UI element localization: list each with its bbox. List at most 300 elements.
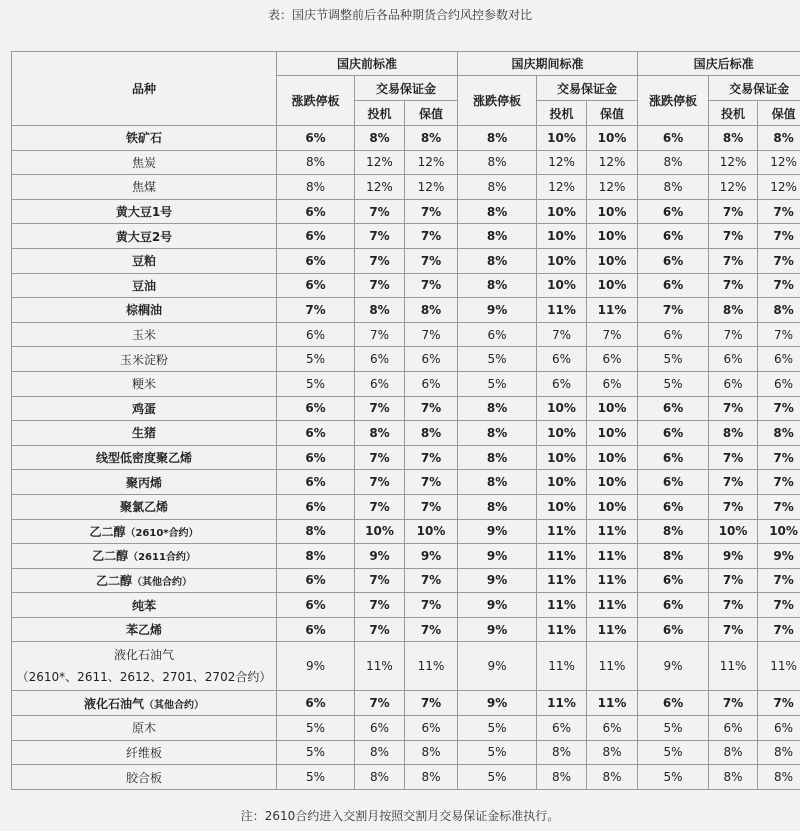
variety-cell xyxy=(12,593,277,618)
variety-name: 黄大豆2号 xyxy=(115,229,173,244)
spec-before-cell: 7% xyxy=(355,396,405,421)
variety-cell xyxy=(12,175,277,200)
hedge-after-cell: 7% xyxy=(758,224,800,249)
spec-after-cell: 7% xyxy=(709,470,758,495)
contract-note: （其他合约） xyxy=(144,699,204,711)
limit-before-cell: 5% xyxy=(277,371,355,396)
hedge-before-cell: 7% xyxy=(405,224,458,249)
variety-cell xyxy=(12,740,277,765)
hedge-before-cell: 8% xyxy=(405,740,458,765)
spec-after-cell: 7% xyxy=(709,617,758,642)
limit-after-cell: 6% xyxy=(638,421,709,446)
hedge-before-cell: 6% xyxy=(405,371,458,396)
hedge-during-cell: 10% xyxy=(587,494,638,519)
limit-during-cell: 8% xyxy=(458,396,537,421)
spec-before-cell: 8% xyxy=(355,421,405,446)
table-row xyxy=(12,568,800,593)
variety-cell xyxy=(12,322,277,347)
limit-before-cell: 6% xyxy=(277,273,355,298)
header-margin-during: 交易保证金 xyxy=(537,76,638,101)
limit-before-cell: 6% xyxy=(277,568,355,593)
spec-before-cell: 7% xyxy=(355,273,405,298)
limit-during-cell: 5% xyxy=(458,740,537,765)
spec-during-cell: 11% xyxy=(537,519,587,544)
spec-after-cell: 7% xyxy=(709,593,758,618)
table-row xyxy=(12,371,800,396)
hedge-during-cell: 8% xyxy=(587,765,638,790)
header-group-before: 国庆前标准 xyxy=(277,52,458,76)
variety-cell xyxy=(12,765,277,790)
spec-after-cell: 6% xyxy=(709,716,758,741)
table-row xyxy=(12,175,800,200)
limit-before-cell: 9% xyxy=(277,642,355,691)
header-variety: 品种 xyxy=(12,52,277,126)
spec-after-cell: 8% xyxy=(709,421,758,446)
limit-during-cell: 8% xyxy=(458,445,537,470)
hedge-during-cell: 6% xyxy=(587,347,638,372)
limit-during-cell: 6% xyxy=(458,322,537,347)
table-row xyxy=(12,740,800,765)
variety-cell xyxy=(12,494,277,519)
hedge-after-cell: 7% xyxy=(758,273,800,298)
table-row xyxy=(12,519,800,544)
spec-during-cell: 11% xyxy=(537,691,587,716)
variety-name: 生猪 xyxy=(131,426,156,441)
hedge-after-cell: 11% xyxy=(758,642,800,691)
variety-name: 液化石油气 xyxy=(83,696,144,711)
table-row xyxy=(12,322,800,347)
spec-after-cell: 7% xyxy=(709,568,758,593)
variety-cell xyxy=(12,519,277,544)
spec-before-cell: 7% xyxy=(355,617,405,642)
limit-before-cell: 6% xyxy=(277,421,355,446)
hedge-during-cell: 11% xyxy=(587,593,638,618)
spec-before-cell: 9% xyxy=(355,544,405,569)
spec-before-cell: 10% xyxy=(355,519,405,544)
variety-cell xyxy=(12,617,277,642)
variety-cell xyxy=(12,421,277,446)
spec-after-cell: 6% xyxy=(709,371,758,396)
hedge-before-cell: 9% xyxy=(405,544,458,569)
spec-during-cell: 6% xyxy=(537,716,587,741)
spec-before-cell: 6% xyxy=(355,716,405,741)
spec-before-cell: 7% xyxy=(355,691,405,716)
table-row xyxy=(12,347,800,372)
spec-before-cell: 12% xyxy=(355,150,405,175)
limit-after-cell: 6% xyxy=(638,273,709,298)
spec-after-cell: 7% xyxy=(709,396,758,421)
limit-during-cell: 5% xyxy=(458,716,537,741)
hedge-before-cell: 7% xyxy=(405,617,458,642)
hedge-after-cell: 6% xyxy=(758,371,800,396)
hedge-during-cell: 11% xyxy=(587,519,638,544)
limit-before-cell: 6% xyxy=(277,445,355,470)
hedge-after-cell: 7% xyxy=(758,199,800,224)
table-caption: 表：国庆节调整前后各品种期货合约风控参数对比 xyxy=(267,8,532,22)
spec-during-cell: 10% xyxy=(537,248,587,273)
spec-before-cell: 7% xyxy=(355,248,405,273)
spec-before-cell: 7% xyxy=(355,322,405,347)
limit-after-cell: 6% xyxy=(638,126,709,151)
hedge-after-cell: 7% xyxy=(758,470,800,495)
hedge-after-cell: 6% xyxy=(758,347,800,372)
spec-before-cell: 7% xyxy=(355,199,405,224)
limit-during-cell: 9% xyxy=(458,519,537,544)
limit-during-cell: 8% xyxy=(458,248,537,273)
hedge-after-cell: 8% xyxy=(758,740,800,765)
spec-during-cell: 10% xyxy=(537,126,587,151)
hedge-during-cell: 12% xyxy=(587,175,638,200)
table-row xyxy=(12,248,800,273)
spec-during-cell: 8% xyxy=(537,740,587,765)
spec-during-cell: 12% xyxy=(537,175,587,200)
variety-name: 线型低密度聚乙烯 xyxy=(95,451,192,466)
limit-after-cell: 5% xyxy=(638,371,709,396)
hedge-after-cell: 8% xyxy=(758,126,800,151)
limit-after-cell: 8% xyxy=(638,544,709,569)
hedge-before-cell: 7% xyxy=(405,494,458,519)
header-limit-after: 涨跌停板 xyxy=(638,76,709,126)
hedge-after-cell: 8% xyxy=(758,421,800,446)
limit-after-cell: 6% xyxy=(638,593,709,618)
header-group-during: 国庆期间标准 xyxy=(458,52,638,76)
limit-during-cell: 8% xyxy=(458,199,537,224)
spec-after-cell: 7% xyxy=(709,248,758,273)
table-row xyxy=(12,593,800,618)
limit-before-cell: 8% xyxy=(277,175,355,200)
limit-before-cell: 8% xyxy=(277,519,355,544)
limit-before-cell: 6% xyxy=(277,322,355,347)
header-margin-before: 交易保证金 xyxy=(355,76,458,101)
variety-name: 玉米淀粉 xyxy=(119,352,168,367)
hedge-after-cell: 7% xyxy=(758,248,800,273)
spec-after-cell: 7% xyxy=(709,273,758,298)
hedge-during-cell: 10% xyxy=(587,126,638,151)
table-row xyxy=(12,396,800,421)
limit-after-cell: 6% xyxy=(638,224,709,249)
variety-cell xyxy=(12,248,277,273)
limit-during-cell: 8% xyxy=(458,126,537,151)
limit-before-cell: 5% xyxy=(277,765,355,790)
limit-after-cell: 6% xyxy=(638,470,709,495)
spec-during-cell: 6% xyxy=(537,371,587,396)
table-row xyxy=(12,224,800,249)
hedge-after-cell: 9% xyxy=(758,544,800,569)
limit-before-cell: 7% xyxy=(277,298,355,323)
spec-during-cell: 10% xyxy=(537,199,587,224)
spec-during-cell: 11% xyxy=(537,298,587,323)
limit-during-cell: 8% xyxy=(458,224,537,249)
variety-cell xyxy=(12,150,277,175)
hedge-after-cell: 7% xyxy=(758,691,800,716)
variety-cell xyxy=(12,224,277,249)
hedge-after-cell: 7% xyxy=(758,617,800,642)
limit-during-cell: 8% xyxy=(458,150,537,175)
variety-name: 纯苯 xyxy=(131,598,156,613)
limit-during-cell: 8% xyxy=(458,421,537,446)
variety-name: 豆粕 xyxy=(131,254,156,269)
variety-name: 焦煤 xyxy=(131,180,156,195)
limit-after-cell: 6% xyxy=(638,396,709,421)
hedge-before-cell: 7% xyxy=(405,593,458,618)
spec-before-cell: 8% xyxy=(355,765,405,790)
hedge-before-cell: 7% xyxy=(405,322,458,347)
hedge-after-cell: 7% xyxy=(758,322,800,347)
header-group-after: 国庆后标准 xyxy=(638,52,800,76)
spec-before-cell: 7% xyxy=(355,470,405,495)
table-row xyxy=(12,765,800,790)
variety-cell xyxy=(12,126,277,151)
limit-after-cell: 6% xyxy=(638,445,709,470)
hedge-after-cell: 12% xyxy=(758,175,800,200)
spec-after-cell: 8% xyxy=(709,765,758,790)
hedge-after-cell: 7% xyxy=(758,494,800,519)
spec-after-cell: 7% xyxy=(709,691,758,716)
table-row xyxy=(12,421,800,446)
variety-name: 胶合板 xyxy=(125,770,162,785)
limit-after-cell: 6% xyxy=(638,199,709,224)
contract-note: （其他合约） xyxy=(132,576,192,588)
header-hedge-during: 保值 xyxy=(587,101,638,126)
hedge-before-cell: 8% xyxy=(405,765,458,790)
spec-during-cell: 11% xyxy=(537,544,587,569)
spec-after-cell: 7% xyxy=(709,199,758,224)
spec-during-cell: 10% xyxy=(537,470,587,495)
hedge-before-cell: 7% xyxy=(405,396,458,421)
limit-before-cell: 8% xyxy=(277,544,355,569)
hedge-before-cell: 7% xyxy=(405,248,458,273)
variety-name: 乙二醇 xyxy=(95,573,132,588)
spec-during-cell: 10% xyxy=(537,224,587,249)
limit-after-cell: 5% xyxy=(638,765,709,790)
header-hedge-after: 保值 xyxy=(758,101,800,126)
hedge-before-cell: 7% xyxy=(405,445,458,470)
header-spec-before: 投机 xyxy=(355,101,405,126)
hedge-during-cell: 11% xyxy=(587,617,638,642)
header-spec-after: 投机 xyxy=(709,101,758,126)
hedge-during-cell: 10% xyxy=(587,470,638,495)
limit-during-cell: 9% xyxy=(458,298,537,323)
spec-during-cell: 7% xyxy=(537,322,587,347)
table-row xyxy=(12,716,800,741)
limit-during-cell: 8% xyxy=(458,494,537,519)
spec-after-cell: 9% xyxy=(709,544,758,569)
limit-during-cell: 8% xyxy=(458,273,537,298)
hedge-after-cell: 7% xyxy=(758,568,800,593)
variety-cell xyxy=(12,544,277,569)
limit-during-cell: 5% xyxy=(458,347,537,372)
variety-cell xyxy=(12,298,277,323)
variety-name: 焦炭 xyxy=(131,155,156,170)
hedge-during-cell: 10% xyxy=(587,396,638,421)
spec-during-cell: 8% xyxy=(537,765,587,790)
risk-params-table xyxy=(11,51,800,790)
hedge-after-cell: 7% xyxy=(758,396,800,421)
hedge-during-cell: 10% xyxy=(587,273,638,298)
limit-before-cell: 6% xyxy=(277,248,355,273)
variety-name: 棕榈油 xyxy=(125,303,162,318)
spec-after-cell: 7% xyxy=(709,445,758,470)
limit-during-cell: 5% xyxy=(458,765,537,790)
limit-during-cell: 9% xyxy=(458,617,537,642)
limit-after-cell: 6% xyxy=(638,568,709,593)
spec-before-cell: 7% xyxy=(355,445,405,470)
spec-after-cell: 7% xyxy=(709,224,758,249)
variety-cell xyxy=(12,568,277,593)
variety-cell xyxy=(12,199,277,224)
limit-after-cell: 8% xyxy=(638,519,709,544)
hedge-during-cell: 6% xyxy=(587,371,638,396)
limit-after-cell: 5% xyxy=(638,347,709,372)
limit-after-cell: 6% xyxy=(638,691,709,716)
hedge-before-cell: 7% xyxy=(405,568,458,593)
table-row xyxy=(12,126,800,151)
spec-before-cell: 7% xyxy=(355,224,405,249)
hedge-during-cell: 11% xyxy=(587,298,638,323)
hedge-during-cell: 11% xyxy=(587,642,638,691)
header-spec-during: 投机 xyxy=(537,101,587,126)
variety-cell xyxy=(12,371,277,396)
spec-before-cell: 8% xyxy=(355,740,405,765)
variety-cell xyxy=(12,691,277,716)
spec-before-cell: 6% xyxy=(355,347,405,372)
limit-after-cell: 7% xyxy=(638,298,709,323)
spec-before-cell: 11% xyxy=(355,642,405,691)
hedge-during-cell: 8% xyxy=(587,740,638,765)
hedge-during-cell: 6% xyxy=(587,716,638,741)
hedge-after-cell: 6% xyxy=(758,716,800,741)
limit-before-cell: 6% xyxy=(277,617,355,642)
spec-after-cell: 12% xyxy=(709,175,758,200)
variety-name: 粳米 xyxy=(131,377,156,392)
hedge-during-cell: 10% xyxy=(587,224,638,249)
variety-cell xyxy=(12,347,277,372)
variety-name: 液化石油气 xyxy=(113,648,174,663)
spec-after-cell: 12% xyxy=(709,150,758,175)
variety-cell xyxy=(12,273,277,298)
table-footnote: 注：2610合约进入交割月按照交割月交易保证金标准执行。 xyxy=(240,809,560,823)
limit-during-cell: 9% xyxy=(458,691,537,716)
spec-after-cell: 10% xyxy=(709,519,758,544)
table-row xyxy=(12,691,800,716)
hedge-before-cell: 6% xyxy=(405,716,458,741)
limit-during-cell: 5% xyxy=(458,371,537,396)
hedge-after-cell: 7% xyxy=(758,445,800,470)
header-hedge-before: 保值 xyxy=(405,101,458,126)
limit-before-cell: 6% xyxy=(277,494,355,519)
spec-during-cell: 11% xyxy=(537,568,587,593)
hedge-before-cell: 6% xyxy=(405,347,458,372)
table-row xyxy=(12,544,800,569)
variety-name: 乙二醇 xyxy=(89,524,126,539)
variety-name: 乙二醇 xyxy=(92,549,129,564)
variety-cell xyxy=(12,445,277,470)
hedge-after-cell: 10% xyxy=(758,519,800,544)
header-limit-during: 涨跌停板 xyxy=(458,76,537,126)
spec-during-cell: 12% xyxy=(537,150,587,175)
limit-before-cell: 6% xyxy=(277,470,355,495)
hedge-during-cell: 12% xyxy=(587,150,638,175)
spec-during-cell: 11% xyxy=(537,642,587,691)
limit-before-cell: 6% xyxy=(277,126,355,151)
hedge-before-cell: 12% xyxy=(405,175,458,200)
limit-after-cell: 8% xyxy=(638,175,709,200)
limit-after-cell: 9% xyxy=(638,642,709,691)
limit-before-cell: 6% xyxy=(277,691,355,716)
limit-before-cell: 6% xyxy=(277,593,355,618)
limit-after-cell: 5% xyxy=(638,716,709,741)
table-row xyxy=(12,494,800,519)
limit-before-cell: 5% xyxy=(277,716,355,741)
table-row xyxy=(12,617,800,642)
limit-before-cell: 6% xyxy=(277,199,355,224)
limit-before-cell: 5% xyxy=(277,740,355,765)
hedge-during-cell: 11% xyxy=(587,544,638,569)
limit-during-cell: 9% xyxy=(458,642,537,691)
limit-after-cell: 6% xyxy=(638,322,709,347)
spec-before-cell: 7% xyxy=(355,568,405,593)
variety-name: 原木 xyxy=(131,721,156,736)
variety-name: 豆油 xyxy=(131,278,156,293)
hedge-before-cell: 7% xyxy=(405,199,458,224)
spec-during-cell: 11% xyxy=(537,593,587,618)
hedge-before-cell: 12% xyxy=(405,150,458,175)
header-limit-before: 涨跌停板 xyxy=(277,76,355,126)
limit-after-cell: 6% xyxy=(638,494,709,519)
limit-after-cell: 6% xyxy=(638,248,709,273)
variety-name: 玉米 xyxy=(131,328,156,343)
limit-before-cell: 5% xyxy=(277,347,355,372)
limit-during-cell: 9% xyxy=(458,568,537,593)
hedge-during-cell: 10% xyxy=(587,445,638,470)
contract-note: （2610*合约） xyxy=(125,527,199,539)
hedge-after-cell: 8% xyxy=(758,765,800,790)
hedge-during-cell: 7% xyxy=(587,322,638,347)
spec-during-cell: 10% xyxy=(537,273,587,298)
spec-after-cell: 8% xyxy=(709,740,758,765)
variety-name: 苯乙烯 xyxy=(125,623,162,638)
hedge-after-cell: 7% xyxy=(758,593,800,618)
spec-before-cell: 6% xyxy=(355,371,405,396)
hedge-before-cell: 11% xyxy=(405,642,458,691)
header-margin-after: 交易保证金 xyxy=(709,76,800,101)
spec-before-cell: 7% xyxy=(355,494,405,519)
spec-during-cell: 10% xyxy=(537,494,587,519)
spec-after-cell: 7% xyxy=(709,322,758,347)
hedge-during-cell: 11% xyxy=(587,691,638,716)
limit-during-cell: 8% xyxy=(458,175,537,200)
limit-after-cell: 5% xyxy=(638,740,709,765)
hedge-before-cell: 7% xyxy=(405,470,458,495)
hedge-after-cell: 8% xyxy=(758,298,800,323)
variety-name: 铁矿石 xyxy=(125,131,162,146)
spec-before-cell: 12% xyxy=(355,175,405,200)
table-row xyxy=(12,445,800,470)
hedge-before-cell: 8% xyxy=(405,298,458,323)
hedge-before-cell: 7% xyxy=(405,273,458,298)
hedge-after-cell: 12% xyxy=(758,150,800,175)
limit-before-cell: 8% xyxy=(277,150,355,175)
limit-during-cell: 8% xyxy=(458,470,537,495)
table-row xyxy=(12,199,800,224)
variety-cell xyxy=(12,396,277,421)
limit-after-cell: 8% xyxy=(638,150,709,175)
spec-during-cell: 10% xyxy=(537,396,587,421)
variety-name: 鸡蛋 xyxy=(131,401,156,416)
spec-during-cell: 10% xyxy=(537,421,587,446)
variety-cell xyxy=(12,470,277,495)
contract-list: （2610*、2611、2612、2701、2702合约） xyxy=(16,670,272,685)
